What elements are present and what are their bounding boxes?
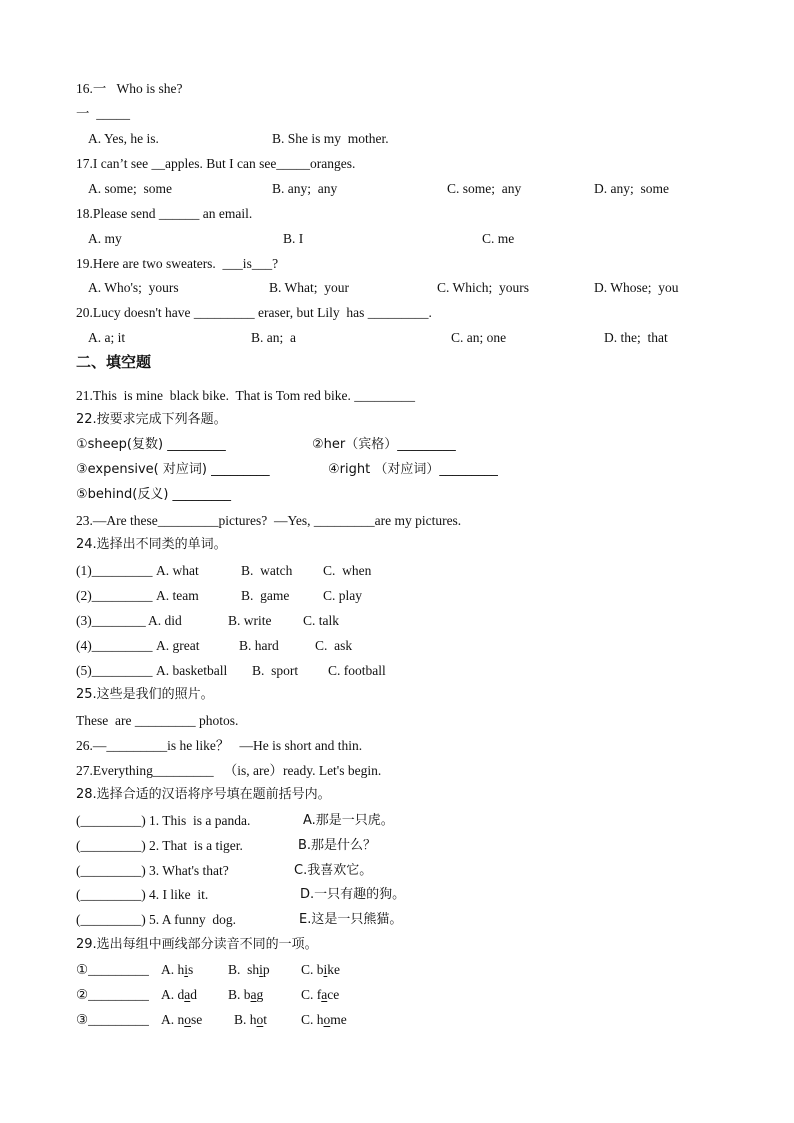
q24-option-b: B. watch [241, 563, 293, 578]
q29-option-c: C. bike [301, 962, 341, 977]
q19-option-c: C. Which; yours [437, 280, 529, 295]
section-heading-fill-in: 二、填空题 [76, 353, 152, 371]
q19-option-a: A. Who's; yours [88, 280, 179, 295]
q18-option-c: C. me [482, 231, 515, 246]
q18-option-a: A. my [88, 231, 122, 246]
q29-option-b: B. bag [228, 987, 264, 1002]
question-23: 23.—Are these_________pictures? —Yes, _________are my pictures. [76, 513, 462, 528]
q24-option-c: C. talk [303, 613, 339, 628]
q20-option-d: D. the; that [604, 330, 668, 345]
q24-option-a: A. did [148, 613, 182, 628]
q28-answer-bracket: (_________) [76, 813, 146, 828]
q24-option-c: C. when [323, 563, 372, 578]
q28-english: 4. I like it. [149, 887, 209, 902]
question-28-title: 28.选择合适的汉语将序号填在题前括号内。 [76, 787, 331, 802]
q24-option-a: A. great [156, 638, 200, 653]
q24-option-b: B. sport [252, 663, 299, 678]
q16-option-b: B. She is my mother. [272, 131, 389, 146]
question-18: 18.Please send ______ an email. [76, 206, 253, 221]
q29-option-a: A. dad [161, 987, 197, 1002]
q22-item-4: ④right （对应词）_________ [328, 462, 498, 477]
q19-option-b: B. What; your [269, 280, 349, 295]
q28-chinese: B.那是什么？ [298, 838, 377, 853]
q24-option-a: A. what [156, 563, 199, 578]
q28-chinese: C.我喜欢它。 [294, 863, 373, 878]
q28-answer-bracket: (_________) [76, 863, 146, 878]
q28-english: 2. That is a tiger. [149, 838, 243, 853]
q28-answer-bracket: (_________) [76, 912, 146, 927]
q24-option-b: B. game [241, 588, 290, 603]
q22-item-1: ①sheep(复数) _________ [76, 437, 226, 452]
q29-option-a: A. his [161, 962, 194, 977]
q29-option-b: B. hot [234, 1012, 268, 1027]
q22-item-2: ②her（宾格）_________ [312, 437, 456, 452]
question-20: 20.Lucy doesn't have _________ eraser, but Lily has _________. [76, 305, 432, 320]
q29-option-a: A. nose [161, 1012, 203, 1027]
q24-option-c: C. football [328, 663, 386, 678]
q17-option-a: A. some; some [88, 181, 172, 196]
q28-english: 5. A funny dog. [149, 912, 237, 927]
q24-option-c: C. play [323, 588, 362, 603]
q17-option-d: D. any; some [594, 181, 669, 196]
q28-answer-bracket: (_________) [76, 838, 146, 853]
q24-option-b: B. write [228, 613, 272, 628]
question-29-title: 29.选出每组中画线部分读音不同的一项。 [76, 937, 318, 952]
q29-option-c: C. face [301, 987, 340, 1002]
q22-item-5: ⑤behind(反义) _________ [76, 487, 232, 502]
question-17: 17.I can’t see __apples. But I can see_____oranges. [76, 156, 356, 171]
q20-option-a: A. a; it [88, 330, 126, 345]
question-24-title: 24.选择出不同类的单词。 [76, 537, 227, 552]
question-25-line: These are _________ photos. [76, 713, 239, 728]
q24-row-number: (4)_________ [76, 638, 153, 653]
q24-option-c: C. ask [315, 638, 353, 653]
q19-option-d: D. Whose; you [594, 280, 679, 295]
q29-row-number: ①_________ [76, 962, 149, 977]
q20-option-b: B. an; a [251, 330, 296, 345]
q24-option-b: B. hard [239, 638, 279, 653]
q24-option-a: A. basketball [156, 663, 228, 678]
q28-chinese: E.这是一只熊猫。 [299, 912, 403, 927]
q18-option-b: B. I [283, 231, 304, 246]
question-22-title: 22.按要求完成下列各题。 [76, 412, 227, 427]
question-16: 16.一 Who is she? [76, 81, 183, 96]
question-16-answer-blank: 一 _____ [76, 106, 130, 121]
q24-row-number: (1)_________ [76, 563, 153, 578]
q24-row-number: (3)________ [76, 613, 146, 628]
q28-english: 3. What's that? [149, 863, 229, 878]
q29-option-b: B. ship [228, 962, 270, 977]
q28-answer-bracket: (_________) [76, 887, 146, 902]
q29-row-number: ③_________ [76, 1012, 149, 1027]
q24-row-number: (2)_________ [76, 588, 153, 603]
question-21: 21.This is mine black bike. That is Tom red bike. _________ [76, 388, 416, 403]
q17-option-b: B. any; any [272, 181, 338, 196]
q29-option-c: C. home [301, 1012, 347, 1027]
q24-option-a: A. team [156, 588, 199, 603]
q22-item-3: ③expensive( 对应词) _________ [76, 462, 270, 477]
q28-chinese: D.一只有趣的狗。 [300, 887, 406, 902]
question-19: 19.Here are two sweaters. ___is___? [76, 256, 279, 271]
q17-option-c: C. some; any [447, 181, 522, 196]
q24-row-number: (5)_________ [76, 663, 153, 678]
q16-option-a: A. Yes, he is. [88, 131, 159, 146]
question-25-title: 25.这些是我们的照片。 [76, 687, 214, 702]
q29-row-number: ②_________ [76, 987, 149, 1002]
question-26: 26.—_________is he like？ —He is short and thin. [76, 738, 363, 753]
question-27: 27.Everything_________ （is, are）ready. Let's begin. [76, 763, 382, 778]
q20-option-c: C. an; one [451, 330, 507, 345]
q28-english: 1. This is a panda. [149, 813, 251, 828]
q28-chinese: A.那是一只虎。 [303, 813, 394, 828]
